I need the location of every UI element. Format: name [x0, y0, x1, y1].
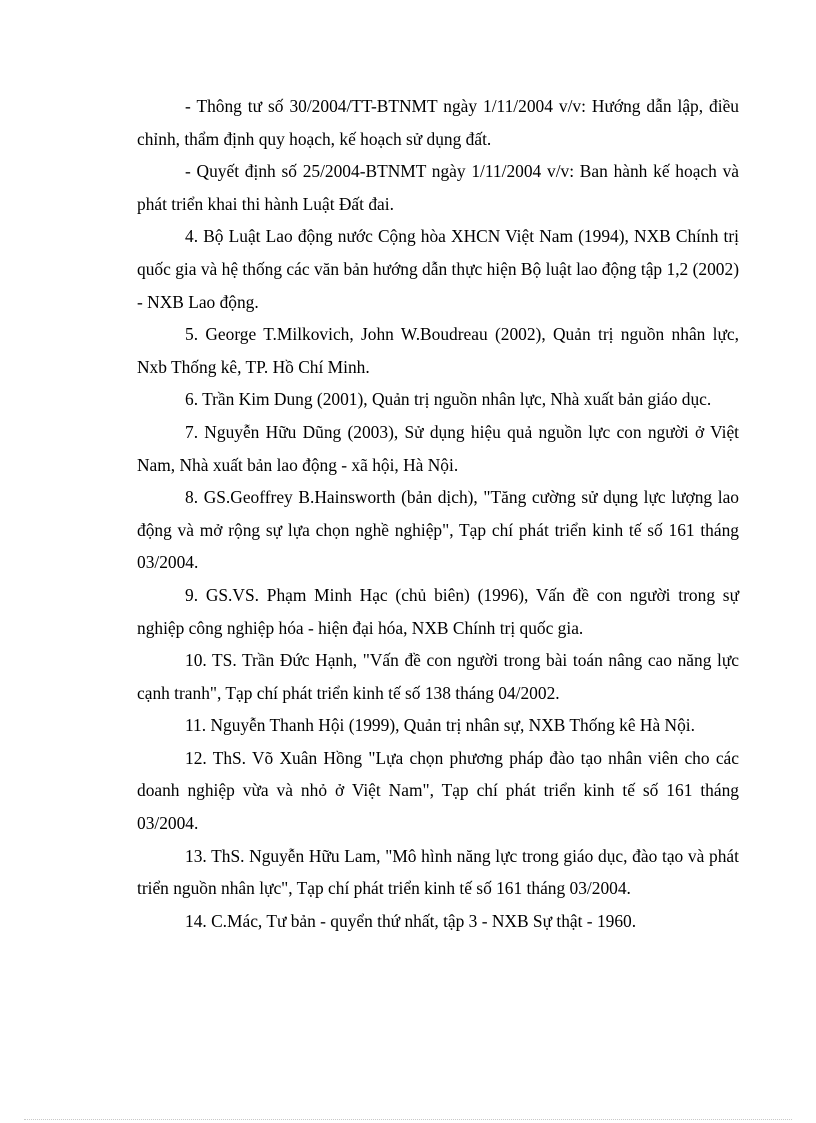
reference-item: 7. Nguyễn Hữu Dũng (2003), Sử dụng hiệu quả nguồn lực con người ở Việt Nam, Nhà xuất bản lao động - xã hội, Hà Nội. [137, 421, 739, 475]
reference-item: 4. Bộ Luật Lao động nước Cộng hòa XHCN Việt Nam (1994), NXB Chính trị quốc gia và hệ thống các văn bản hướng dẫn thực hiện Bộ luật lao động tập 1,2 (2002) - NXB Lao động. [137, 226, 739, 312]
reference-item: - Thông tư số 30/2004/TT-BTNMT ngày 1/11/2004 v/v: Hướng dẫn lập, điều chỉnh, thẩm định quy hoạch, kế hoạch sử dụng đất. [137, 96, 739, 149]
reference-item: 6. Trần Kim Dung (2001), Quản trị nguồn nhân lực, Nhà xuất bản giáo dục. [185, 389, 712, 410]
reference-item: 9. GS.VS. Phạm Minh Hạc (chủ biên) (1996), Vấn đề con người trong sự nghiệp công nghiệp hóa - hiện đại hóa, NXB Chính trị quốc gia. [137, 584, 739, 638]
reference-item: 11. Nguyễn Thanh Hội (1999), Quản trị nhân sự, NXB Thống kê Hà Nội. [185, 715, 695, 736]
reference-item: 8. GS.Geoffrey B.Hainsworth (bản dịch), "Tăng cường sử dụng lực lượng lao động và mở rộng sự lựa chọn nghề nghiệp", Tạp chí phát triển kinh tế số 161 tháng 03/2004. [137, 487, 739, 573]
document-page [137, 90, 739, 937]
reference-item: 10. TS. Trần Đức Hạnh, "Vấn đề con người trong bài toán nâng cao năng lực cạnh tranh", Tạp chí phát triển kinh tế số 138 tháng 04/2002. [137, 650, 739, 703]
reference-item: 13. ThS. Nguyễn Hữu Lam, "Mô hình năng lực trong giáo dục, đào tạo và phát triển nguồn nhân lực", Tạp chí phát triển kinh tế số 161 tháng 03/2004. [137, 845, 739, 899]
reference-item: - Quyết định số 25/2004-BTNMT ngày 1/11/2004 v/v: Ban hành kế hoạch và phát triển khai thi hành Luật Đất đai. [137, 161, 739, 214]
reference-item: 14. C.Mác, Tư bản - quyển thứ nhất, tập 3 - NXB Sự thật - 1960. [185, 910, 637, 931]
reference-item: 5. George T.Milkovich, John W.Boudreau (2002), Quản trị nguồn nhân lực, Nxb Thống kê, TP. Hồ Chí Minh. [137, 324, 739, 377]
reference-item: 12. ThS. Võ Xuân Hồng "Lựa chọn phương pháp đào tạo nhân viên cho các doanh nghiệp vừa và nhỏ ở Việt Nam", Tạp chí phát triển kinh tế số 161 tháng 03/2004. [137, 747, 739, 834]
page-bottom-divider [24, 1119, 792, 1120]
